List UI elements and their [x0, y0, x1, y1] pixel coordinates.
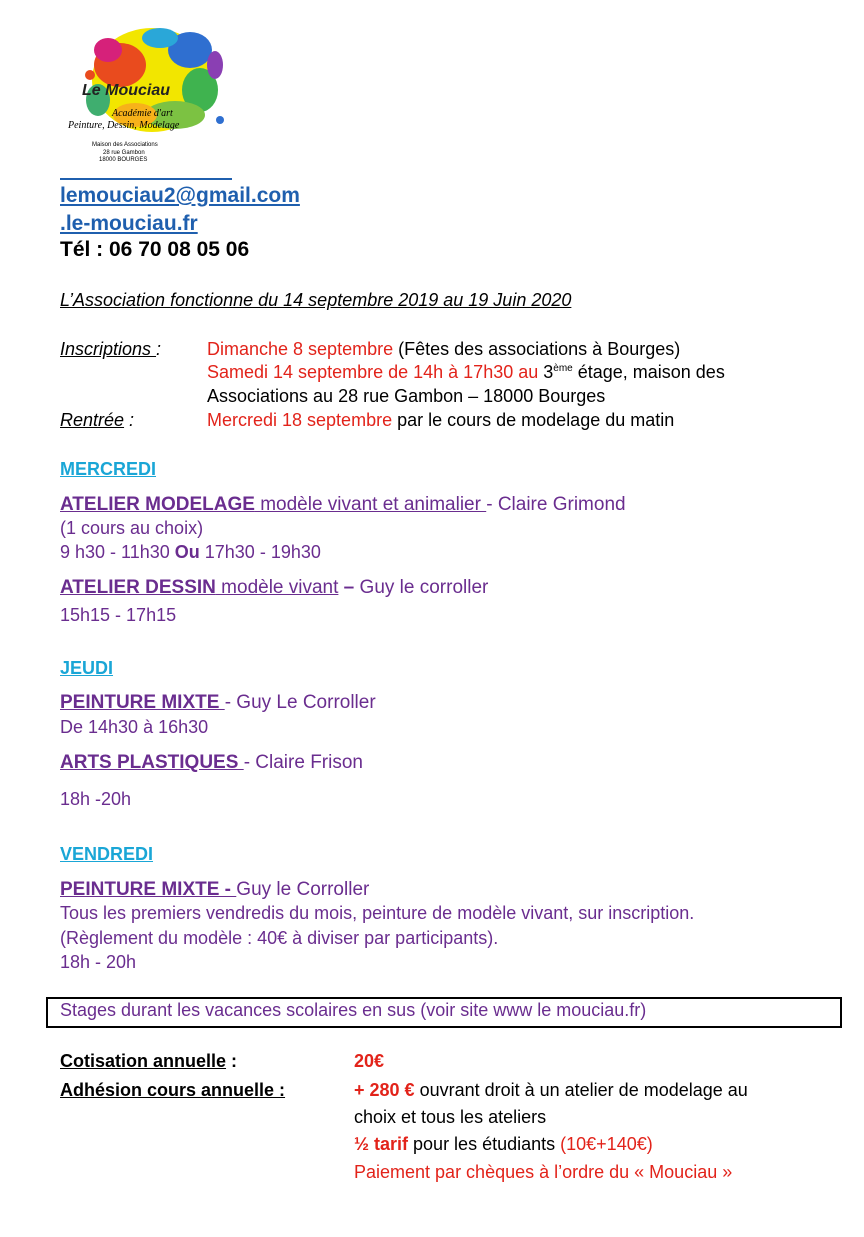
adhesion-value: + 280 € ouvrant droit à un atelier de modelage au: [354, 1080, 748, 1100]
arts-plastiques-title: ARTS PLASTIQUES - Claire Frison: [60, 752, 363, 773]
season-dates: L’Association fonctionne du 14 septembre 2019 au 19 Juin 2020: [60, 290, 572, 310]
logo-name: Le Mouciau: [82, 82, 171, 99]
email-link[interactable]: lemouciau2@gmail.com: [60, 184, 300, 207]
atelier-modelage-title: ATELIER MODELAGE modèle vivant et animalier - Claire Grimond: [60, 494, 626, 515]
student-rate: ½ tarif pour les étudiants (10€+140€): [354, 1134, 653, 1154]
peinture-mixte-vendredi-title: PEINTURE MIXTE - Guy le Corroller: [60, 879, 370, 900]
adhesion-label: Adhésion cours annuelle :: [60, 1080, 286, 1100]
cotisation-value: 20€: [354, 1051, 385, 1071]
rentree-value: Mercredi 18 septembre par le cours de modelage du matin: [207, 410, 675, 430]
day-heading-mercredi: MERCREDI: [60, 459, 157, 479]
atelier-dessin-time: 15h15 - 17h15: [60, 605, 177, 625]
peinture-mixte-jeudi-title: PEINTURE MIXTE - Guy Le Corroller: [60, 692, 376, 713]
atelier-modelage-times: 9 h30 - 11h30 Ou 17h30 - 19h30: [60, 542, 321, 562]
day-heading-vendredi: VENDREDI: [60, 844, 154, 864]
inscriptions-line1: Dimanche 8 septembre (Fêtes des associations à Bourges): [207, 339, 681, 359]
peinture-mixte-jeudi-time: De 14h30 à 16h30: [60, 717, 209, 737]
logo-disciplines: Peinture, Dessin, Modelage: [68, 120, 180, 131]
vendredi-reglement: (Règlement du modèle : 40€ à diviser par participants).: [60, 928, 499, 948]
website-link[interactable]: .le-mouciau.fr: [60, 212, 198, 235]
adhesion-value-line2: choix et tous les ateliers: [354, 1107, 547, 1127]
logo-address-line3: 18000 BOURGES: [99, 157, 148, 163]
inscriptions-line2: Samedi 14 septembre de 14h à 17h30 au 3ème étage, maison des: [207, 362, 725, 382]
logo-address-line2: 28 rue Gambon: [103, 150, 145, 156]
stages-note: Stages durant les vacances scolaires en sus (voir site www le mouciau.fr): [60, 1000, 647, 1020]
atelier-modelage-choice: (1 cours au choix): [60, 518, 204, 538]
rentree-label: Rentrée :: [60, 410, 135, 430]
day-heading-jeudi: JEUDI: [60, 658, 114, 678]
arts-plastiques-time: 18h -20h: [60, 789, 132, 809]
inscriptions-line3: Associations au 28 rue Gambon – 18000 Bourges: [207, 386, 606, 406]
association-logo: [68, 20, 225, 185]
payment-info: Paiement par chèques à l’ordre du « Mouciau »: [354, 1162, 733, 1182]
cotisation-label: Cotisation annuelle :: [60, 1051, 238, 1071]
phone-number: Tél : 06 70 08 05 06: [60, 238, 250, 261]
divider: [60, 178, 232, 180]
atelier-dessin-title: ATELIER DESSIN modèle vivant – Guy le corroller: [60, 577, 489, 598]
vendredi-description: Tous les premiers vendredis du mois, peinture de modèle vivant, sur inscription.: [60, 903, 695, 923]
vendredi-time: 18h - 20h: [60, 952, 137, 972]
inscriptions-label: Inscriptions :: [60, 339, 162, 359]
logo-address-line1: Maison des Associations: [92, 142, 158, 148]
logo-subtitle: Académie d'art: [112, 108, 173, 119]
